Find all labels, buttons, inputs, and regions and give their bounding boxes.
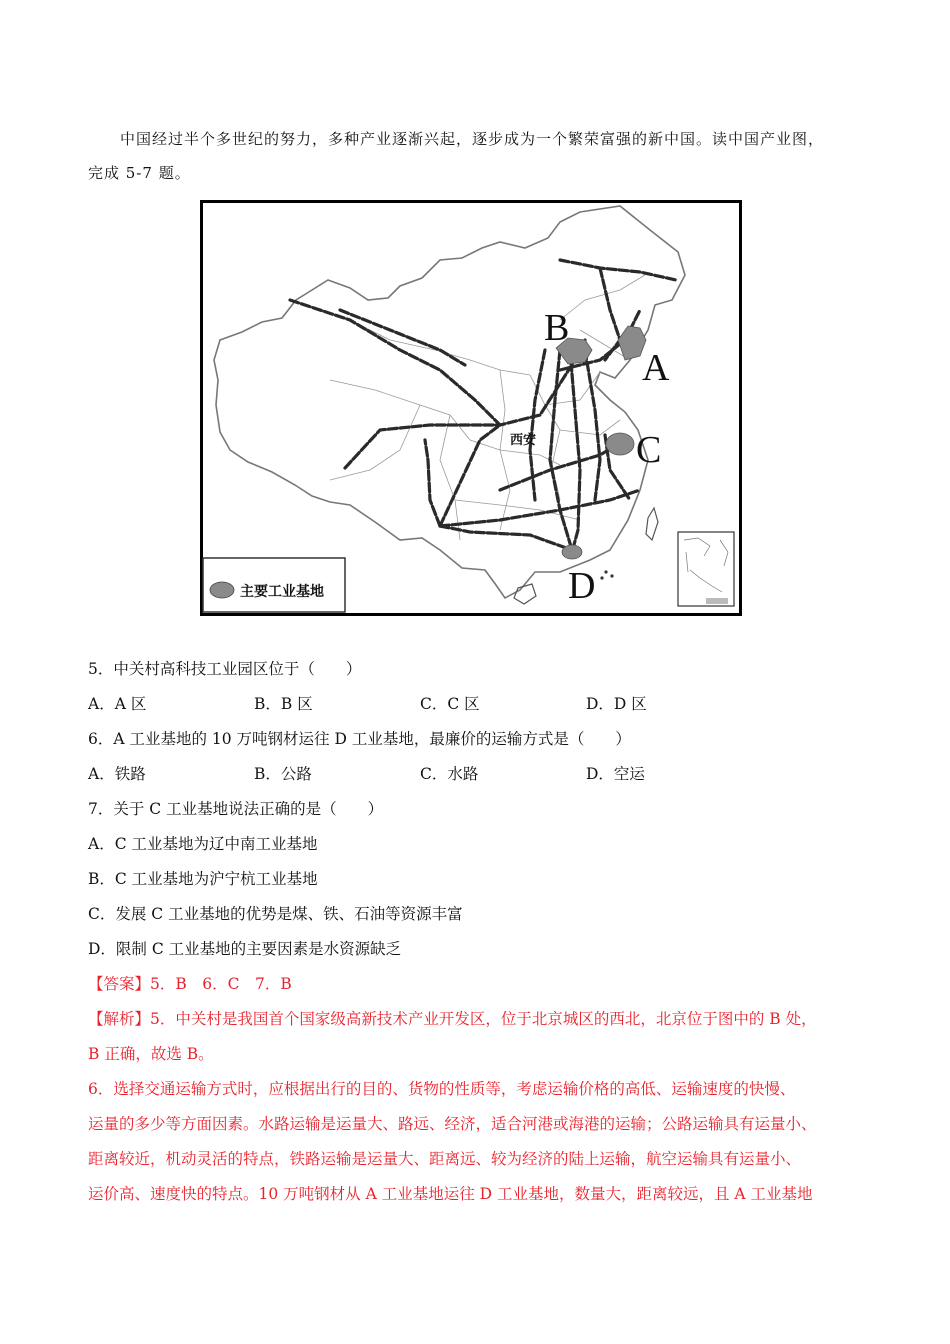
label-d: D <box>568 565 596 607</box>
analysis-q5-text-1: 5．中关村是我国首个国家级高新技术产业开发区，位于北京城区的西北，北京位于图中的 B 处， <box>150 1010 817 1028</box>
q6-option-a: A．铁路 <box>88 765 146 783</box>
questions-section <box>88 652 878 1212</box>
legend-swatch <box>210 582 234 598</box>
analysis-tag: 【解析】 <box>88 1010 151 1028</box>
base-area-d <box>562 545 582 559</box>
base-area-c <box>606 433 634 455</box>
answer-tag: 【答案】 <box>88 975 151 993</box>
china-industry-map <box>200 200 742 616</box>
analysis-q5-line-1 <box>88 1002 878 1037</box>
q6-option-b: B．公路 <box>254 765 312 783</box>
label-b: B <box>544 307 570 349</box>
q6-stem: 6．A 工业基地的 10 万吨钢材运往 D 工业基地，最廉价的运输方式是（ ） <box>88 730 631 748</box>
q6-option-d: D．空运 <box>586 765 645 783</box>
legend-label: 主要工业基地 <box>240 584 324 600</box>
intro-line-2: 完成 5-7 题。 <box>88 164 191 182</box>
analysis-q6-line-4: 运价高、速度快的特点。10 万吨钢材从 A 工业基地运往 D 工业基地，数量大，距离较远，且 A 工业基地 <box>88 1185 813 1203</box>
analysis-q6-line-1: 6．选择交通运输方式时，应根据出行的目的、货物的性质等，考虑运输价格的高低、运输速度的快慢、 <box>88 1080 796 1098</box>
q5-option-d: D．D 区 <box>586 695 647 713</box>
answer-text: 5．B 6．C 7．B <box>150 975 292 993</box>
q5-option-c: C．C 区 <box>420 695 480 713</box>
q7-option-b: B．C 工业基地为沪宁杭工业基地 <box>88 870 318 888</box>
q5-options <box>88 687 878 722</box>
label-a: A <box>642 347 670 389</box>
analysis-q5-line-2: B 正确，故选 B。 <box>88 1045 214 1063</box>
q7-option-d: D．限制 C 工业基地的主要因素是水资源缺乏 <box>88 940 402 958</box>
analysis-q6-line-2: 运量的多少等方面因素。水路运输是运量大、路远、经济，适合河港或海港的运输；公路运输具有运量小、 <box>88 1115 817 1133</box>
q7-option-c: C．发展 C 工业基地的优势是煤、铁、石油等资源丰富 <box>88 905 463 923</box>
label-c: C <box>636 429 662 471</box>
label-xian: 西安 <box>510 433 537 448</box>
answer-line <box>88 967 878 1002</box>
intro-paragraph <box>88 122 868 190</box>
map-frame <box>202 202 741 615</box>
q5-option-a: A．A 区 <box>88 695 147 713</box>
q7-option-a: A．C 工业基地为辽中南工业基地 <box>88 835 318 853</box>
q5-option-b: B．B 区 <box>254 695 313 713</box>
q7-stem: 7．关于 C 工业基地说法正确的是（ ） <box>88 800 384 818</box>
analysis-q6-line-3: 距离较近，机动灵活的特点，铁路运输是运量大、距离远、较为经济的陆上运输，航空运输具有运量小、 <box>88 1150 802 1168</box>
q6-options <box>88 757 878 792</box>
q5-stem: 5．中关村高科技工业园区位于（ ） <box>88 660 362 678</box>
intro-line-1: 中国经过半个多世纪的努力，多种产业逐渐兴起，逐步成为一个繁荣富强的新中国。读中国产业图， <box>120 130 825 148</box>
inset-scale <box>706 598 728 604</box>
q6-option-c: C．水路 <box>420 765 479 783</box>
